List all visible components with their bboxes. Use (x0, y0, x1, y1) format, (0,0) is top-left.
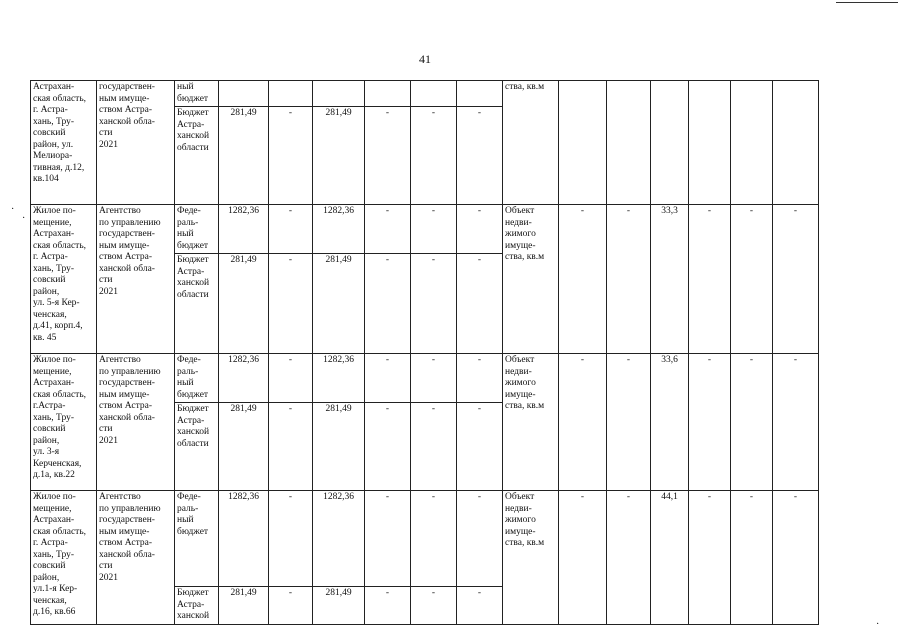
year-value-cell: - (457, 107, 503, 205)
plan-value-cell: - (731, 354, 773, 491)
plan-value-cell (689, 81, 731, 205)
agency-cell: Агентство по управлению государствен- ным имуще- ством Астра- ханской обла- сти 2021 (97, 205, 175, 354)
total-cell: 281,49 (219, 107, 269, 205)
plan-value-cell: - (559, 205, 607, 354)
year-value-cell: - (457, 491, 503, 587)
area-value-cell: 33,3 (651, 205, 689, 354)
indicator-cell: Объект недви- жимого имуще- ства, кв.м (503, 354, 559, 491)
year-value-cell: - (457, 403, 503, 491)
agency-cell: Агентство по управлению государствен- ным имуще- ством Астра- ханской обла- сти 2021 (97, 354, 175, 491)
plan-value-cell: - (607, 491, 651, 625)
year-value-cell: 281,49 (313, 254, 365, 354)
funding-source-cell: ный бюджет (175, 81, 219, 107)
funding-source-cell: Феде- раль- ный бюджет (175, 205, 219, 254)
plan-value-cell (559, 81, 607, 205)
year-value-cell: - (457, 254, 503, 354)
year-value-cell: 1282,36 (313, 491, 365, 587)
year-value-cell: - (365, 205, 411, 254)
year-value-cell (313, 81, 365, 107)
plan-value-cell (731, 81, 773, 205)
object-address-cell: Жилое по- мещение, Астрахан- ская область, г.Астра- хань, Тру- совский район, ул. 3-я Керченская, д.1а, кв.22 (31, 354, 97, 491)
funding-source-cell: Бюджет Астра- ханской области (175, 107, 219, 205)
plan-value-cell: - (559, 491, 607, 625)
funding-source-cell: Феде- раль- ный бюджет (175, 354, 219, 403)
total-cell: 281,49 (219, 254, 269, 354)
year-value-cell: - (411, 254, 457, 354)
year-value-cell: - (411, 403, 457, 491)
year-value-cell: 1282,36 (313, 354, 365, 403)
funding-source-cell: Бюджет Астра- ханской области (175, 403, 219, 491)
plan-value-cell: - (773, 491, 819, 625)
margin-dot: · (22, 213, 26, 224)
margin-dot: · (11, 204, 15, 215)
total-cell (219, 81, 269, 107)
plan-value-cell: - (689, 491, 731, 625)
year-value-cell: - (411, 107, 457, 205)
margin-dot: · (876, 619, 880, 630)
table-row (31, 81, 819, 107)
year-value-cell: - (411, 587, 457, 625)
table-row (31, 205, 819, 254)
plan-value-cell: - (731, 205, 773, 354)
year-value-cell: - (365, 107, 411, 205)
plan-value-cell (773, 81, 819, 205)
total-cell: 281,49 (219, 403, 269, 491)
year-value-cell: - (269, 254, 313, 354)
top-right-rule (836, 2, 898, 3)
year-value-cell: 1282,36 (313, 205, 365, 254)
year-value-cell (457, 81, 503, 107)
year-value-cell: 281,49 (313, 587, 365, 625)
agency-cell: государствен- ным имуще- ством Астра- ханской обла- сти 2021 (97, 81, 175, 205)
year-value-cell: - (411, 491, 457, 587)
plan-value-cell: - (689, 354, 731, 491)
year-value-cell: - (269, 205, 313, 254)
table-row (31, 491, 819, 587)
table-row (31, 354, 819, 403)
year-value-cell: - (365, 354, 411, 403)
indicator-cell: Объект недви- жимого имуще- ства, кв.м (503, 205, 559, 354)
total-cell: 1282,36 (219, 354, 269, 403)
object-address-cell: Жилое по- мещение, Астрахан- ская область, г. Астра- хань, Тру- совский район, ул. 5-я Кер- ченская, д.41, корп.4, кв. 45 (31, 205, 97, 354)
agency-cell: Агентство по управлению государствен- ным имуще- ством Астра- ханской обла- сти 2021 (97, 491, 175, 625)
year-value-cell: - (269, 354, 313, 403)
year-value-cell: - (365, 587, 411, 625)
year-value-cell (269, 81, 313, 107)
area-value-cell: 44,1 (651, 491, 689, 625)
plan-value-cell: - (773, 354, 819, 491)
object-address-cell: Астрахан- ская область, г. Астра- хань, Тру- совский район, ул. Мелиора- тивная, д.12, кв.104 (31, 81, 97, 205)
year-value-cell: - (457, 587, 503, 625)
year-value-cell: - (457, 354, 503, 403)
plan-value-cell (607, 81, 651, 205)
object-address-cell: Жилое по- мещение, Астрахан- ская область, г. Астра- хань, Тру- совский район, ул.1-я Кер- ченская, д.16, кв.66 (31, 491, 97, 625)
year-value-cell: - (457, 205, 503, 254)
funding-source-cell: Бюджет Астра- ханской (175, 587, 219, 625)
plan-value-cell: - (773, 205, 819, 354)
total-cell: 1282,36 (219, 491, 269, 587)
year-value-cell: - (365, 403, 411, 491)
plan-value-cell: - (607, 354, 651, 491)
plan-value-cell: - (731, 491, 773, 625)
year-value-cell: - (365, 254, 411, 354)
plan-value-cell: - (689, 205, 731, 354)
year-value-cell: - (269, 587, 313, 625)
year-value-cell: 281,49 (313, 403, 365, 491)
year-value-cell: 281,49 (313, 107, 365, 205)
budget-table (30, 80, 819, 625)
plan-value-cell: - (607, 205, 651, 354)
year-value-cell: - (269, 491, 313, 587)
total-cell: 1282,36 (219, 205, 269, 254)
funding-source-cell: Феде- раль- ный бюджет (175, 491, 219, 587)
plan-value-cell: - (559, 354, 607, 491)
page-number: 41 (419, 52, 431, 66)
area-value-cell: 33,6 (651, 354, 689, 491)
year-value-cell: - (269, 107, 313, 205)
indicator-cell: Объект недви- жимого имуще- ства, кв.м (503, 491, 559, 625)
total-cell: 281,49 (219, 587, 269, 625)
indicator-cell: ства, кв.м (503, 81, 559, 205)
plan-value-cell (651, 81, 689, 205)
year-value-cell: - (411, 205, 457, 254)
year-value-cell (365, 81, 411, 107)
year-value-cell: - (411, 354, 457, 403)
funding-source-cell: Бюджет Астра- ханской области (175, 254, 219, 354)
year-value-cell (411, 81, 457, 107)
year-value-cell: - (365, 491, 411, 587)
year-value-cell: - (269, 403, 313, 491)
